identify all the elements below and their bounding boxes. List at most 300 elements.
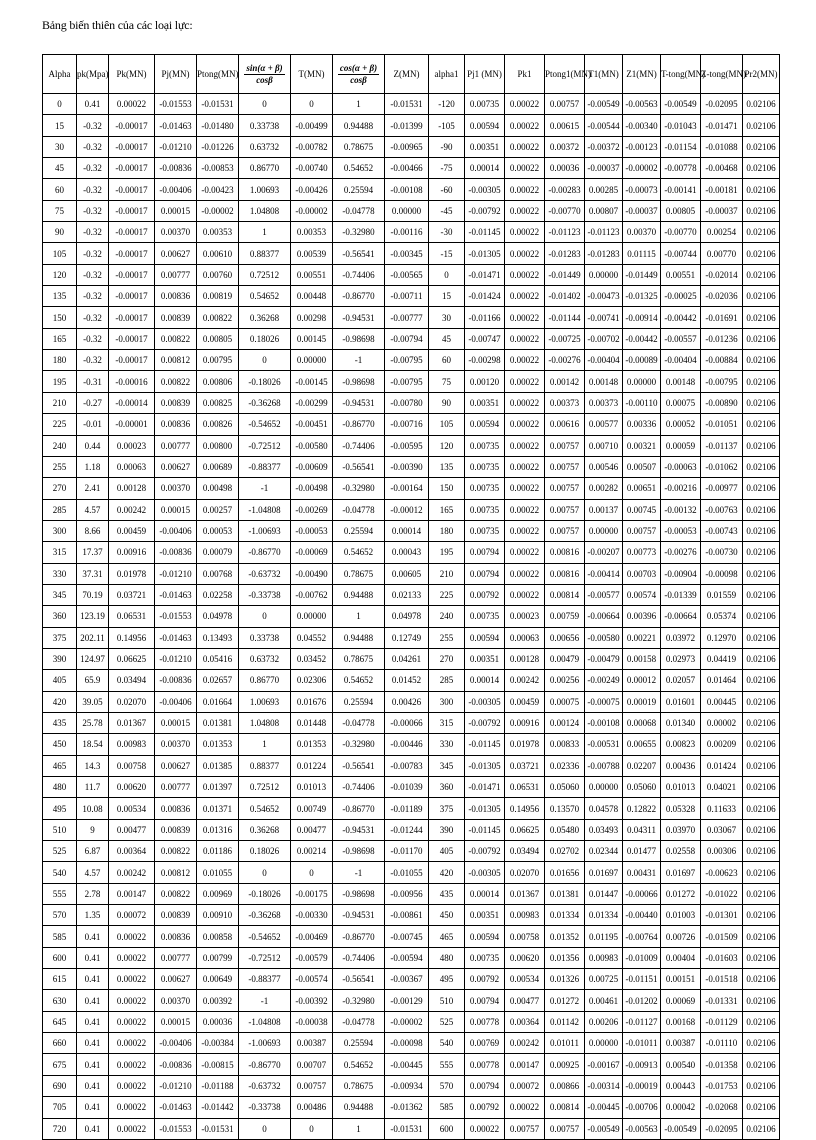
table-cell: 150	[43, 307, 77, 328]
table-cell: -0.00116	[385, 222, 429, 243]
table-cell: -0.01471	[701, 115, 743, 136]
table-cell: 0.00627	[155, 243, 197, 264]
table-cell: 0.00145	[291, 328, 333, 349]
table-cell: -0.00744	[661, 243, 701, 264]
table-cell: -0.00330	[291, 905, 333, 926]
table-cell: 0.02106	[743, 1054, 780, 1075]
table-cell: -0.01022	[701, 883, 743, 904]
table-cell: -0.01509	[701, 926, 743, 947]
table-cell: 0.00757	[545, 499, 585, 520]
table-cell: 0.02106	[743, 1097, 780, 1118]
table-cell: 0.00858	[197, 926, 239, 947]
table-cell: 0.00757	[545, 456, 585, 477]
table-cell: 0.00022	[109, 1033, 155, 1054]
table-cell: -0.00473	[585, 286, 623, 307]
table-cell: 0.02106	[743, 222, 780, 243]
table-cell: -0.00108	[585, 712, 623, 733]
table-cell: -0.00934	[385, 1075, 429, 1096]
table-cell: 0.00022	[505, 307, 545, 328]
table-cell: -0.86770	[333, 414, 385, 435]
table-cell: 0.00023	[505, 606, 545, 627]
table-cell: 0.94488	[333, 115, 385, 136]
table-cell: 150	[429, 478, 465, 499]
table-cell: 0.54652	[239, 286, 291, 307]
table-cell: 0.01697	[661, 862, 701, 883]
table-cell: -0.00792	[465, 200, 505, 221]
table-row	[43, 1097, 780, 1118]
table-cell: 0.01559	[701, 584, 743, 605]
table-cell: 570	[43, 905, 77, 926]
table-cell: 285	[429, 670, 465, 691]
table-cell: 555	[43, 883, 77, 904]
table-cell: 0.33738	[239, 115, 291, 136]
table-cell: 0.00209	[701, 734, 743, 755]
table-cell: -0.32980	[333, 990, 385, 1011]
table-cell: 0.00735	[465, 94, 505, 115]
table-cell: 0.00627	[155, 969, 197, 990]
table-cell: -0.01553	[155, 1118, 197, 1139]
table-cell: 0.00019	[623, 691, 661, 712]
table-cell: 0.54652	[333, 158, 385, 179]
table-cell: 0.01013	[291, 777, 333, 798]
table-cell: 0.03721	[505, 755, 545, 776]
table-cell: 180	[429, 520, 465, 541]
table-cell: 0.00015	[155, 200, 197, 221]
table-cell: 0.00983	[585, 947, 623, 968]
table-cell: 0.00836	[155, 414, 197, 435]
table-cell: -0.00836	[155, 542, 197, 563]
table-cell: 11.7	[77, 777, 109, 798]
table-cell: -0.00406	[155, 179, 197, 200]
table-cell: 0.00147	[505, 1054, 545, 1075]
table-cell: -0.54652	[239, 414, 291, 435]
table-row	[43, 371, 780, 392]
table-cell: -0.01283	[545, 243, 585, 264]
table-cell: 0.02106	[743, 499, 780, 520]
table-cell: 0.78675	[333, 1075, 385, 1096]
table-cell: 540	[429, 1033, 465, 1054]
table-cell: -0.00305	[465, 691, 505, 712]
col-alpha1: alpha1	[429, 55, 465, 94]
table-cell: -0.01123	[545, 222, 585, 243]
table-cell: 0.00000	[585, 1033, 623, 1054]
table-cell: 0.00627	[155, 456, 197, 477]
table-cell: -0.01283	[585, 243, 623, 264]
table-cell: 360	[429, 777, 465, 798]
table-cell: -0.00002	[197, 200, 239, 221]
table-cell: -0.00490	[291, 563, 333, 584]
table-cell: 0.01195	[585, 926, 623, 947]
table-cell: 90	[429, 392, 465, 413]
table-cell: 1.35	[77, 905, 109, 926]
table-cell: -0.00108	[385, 179, 429, 200]
table-cell: 45	[43, 158, 77, 179]
table-cell: -0.01463	[155, 1097, 197, 1118]
col-pk1: Pk1	[505, 55, 545, 94]
table-cell: -0.00706	[623, 1097, 661, 1118]
table-cell: -105	[429, 115, 465, 136]
table-cell: 0.00794	[465, 1075, 505, 1096]
table-cell: -0.01325	[623, 286, 661, 307]
table-row	[43, 969, 780, 990]
table-cell: -0.01402	[545, 286, 585, 307]
table-cell: 0.00022	[505, 136, 545, 157]
table-cell: -0.00794	[385, 328, 429, 349]
table-cell: 0.00075	[545, 691, 585, 712]
table-cell: -0.74406	[333, 947, 385, 968]
table-cell: 0.00735	[465, 435, 505, 456]
table-cell: -0.00479	[585, 648, 623, 669]
table-cell: 0.01447	[585, 883, 623, 904]
table-cell: 0.00799	[197, 947, 239, 968]
table-cell: 0.04578	[585, 798, 623, 819]
table-cell: -0.01531	[197, 94, 239, 115]
table-cell: -0.00002	[385, 1011, 429, 1032]
table-cell: 0.00620	[505, 947, 545, 968]
table-cell: 0.00022	[109, 947, 155, 968]
table-row	[43, 926, 780, 947]
table-cell: 0.02106	[743, 414, 780, 435]
table-cell: -0.00017	[109, 115, 155, 136]
table-cell: -0.00305	[465, 179, 505, 200]
table-cell: 0.02106	[743, 947, 780, 968]
table-cell: -0.00406	[155, 520, 197, 541]
table-cell: 0.25594	[333, 179, 385, 200]
table-cell: 0.05060	[623, 777, 661, 798]
table-row	[43, 200, 780, 221]
table-cell: 0.02133	[385, 584, 429, 605]
table-cell: 0.00443	[661, 1075, 701, 1096]
table-cell: 0.78675	[333, 648, 385, 669]
table-cell: -0.32980	[333, 222, 385, 243]
table-cell: 0.00749	[291, 798, 333, 819]
table-cell: 0.02973	[661, 648, 701, 669]
table-cell: 0.00404	[661, 947, 701, 968]
table-cell: -0.86770	[333, 926, 385, 947]
table-cell: -0.00298	[465, 350, 505, 371]
table-cell: -0.01151	[623, 969, 661, 990]
table-cell: 180	[43, 350, 77, 371]
table-cell: -0.00098	[385, 1033, 429, 1054]
table-cell: 420	[429, 862, 465, 883]
table-cell: 0.72512	[239, 264, 291, 285]
table-row	[43, 94, 780, 115]
table-cell: -0.01145	[465, 222, 505, 243]
table-cell: 0.00353	[197, 222, 239, 243]
table-cell: 0.00540	[661, 1054, 701, 1075]
table-cell: 0.00822	[155, 371, 197, 392]
table-cell: 0.00022	[505, 94, 545, 115]
table-row	[43, 243, 780, 264]
table-cell: 0.04419	[701, 648, 743, 669]
table-cell: -0.00017	[109, 200, 155, 221]
table-cell: 0.00022	[505, 286, 545, 307]
table-cell: 0.01340	[661, 712, 701, 733]
table-row	[43, 563, 780, 584]
table-cell: -15	[429, 243, 465, 264]
table-cell: 0.02106	[743, 755, 780, 776]
table-cell: 1	[333, 94, 385, 115]
table-cell: 17.37	[77, 542, 109, 563]
table-cell: 0.00807	[585, 200, 623, 221]
table-cell: 315	[43, 542, 77, 563]
table-cell: 70.19	[77, 584, 109, 605]
table-cell: 0.01352	[545, 926, 585, 947]
table-cell: 0.00735	[465, 947, 505, 968]
table-row	[43, 136, 780, 157]
table-cell: 0.00805	[197, 328, 239, 349]
table-cell: 30	[43, 136, 77, 157]
table-cell: 0.02106	[743, 435, 780, 456]
table-cell: 465	[429, 926, 465, 947]
table-cell: -0.98698	[333, 883, 385, 904]
table-cell: -0.00345	[385, 243, 429, 264]
table-cell: -0.04778	[333, 499, 385, 520]
table-cell: 0.00651	[623, 478, 661, 499]
table-cell: 0.00387	[661, 1033, 701, 1054]
table-cell: 0.00282	[585, 478, 623, 499]
table-cell: -0.00017	[109, 243, 155, 264]
table-cell: -0.00466	[385, 158, 429, 179]
table-cell: -0.00340	[623, 115, 661, 136]
table-cell: -0.00053	[661, 520, 701, 541]
table-cell: 0.00794	[465, 990, 505, 1011]
table-cell: -0.01170	[385, 841, 429, 862]
table-cell: 0.00120	[465, 371, 505, 392]
table-cell: 525	[429, 1011, 465, 1032]
table-cell: -0.00977	[701, 478, 743, 499]
table-cell: 0.54652	[333, 670, 385, 691]
table-cell: 0.02207	[623, 755, 661, 776]
table-cell: 0.00594	[465, 115, 505, 136]
table-cell: 0.01676	[291, 691, 333, 712]
table-cell: -0.00549	[585, 94, 623, 115]
table-cell: 0	[239, 1118, 291, 1139]
table-cell: -0.86770	[239, 1054, 291, 1075]
table-row	[43, 777, 780, 798]
table-cell: -0.01471	[465, 777, 505, 798]
table-cell: -0.01123	[585, 222, 623, 243]
table-cell: -0.01009	[623, 947, 661, 968]
table-cell: 0.02106	[743, 606, 780, 627]
table-cell: -60	[429, 179, 465, 200]
table-cell: 495	[429, 969, 465, 990]
table-cell: 0.00836	[155, 286, 197, 307]
table-cell: -0.01449	[545, 264, 585, 285]
table-row	[43, 1054, 780, 1075]
table-cell: 0.02106	[743, 691, 780, 712]
table-cell: 0.00757	[505, 1118, 545, 1139]
table-cell: 1.00693	[239, 691, 291, 712]
table-cell: 0.00396	[623, 606, 661, 627]
table-cell: 0.01011	[545, 1033, 585, 1054]
col-pj1: Pj1 (MN)	[465, 55, 505, 94]
table-cell: -0.00836	[155, 158, 197, 179]
table-cell: -0.00367	[385, 969, 429, 990]
table-cell: 0.00534	[109, 798, 155, 819]
table-cell: 0.01367	[505, 883, 545, 904]
table-cell: 0.00777	[155, 947, 197, 968]
table-cell: -0.00017	[109, 222, 155, 243]
table-cell: 15	[43, 115, 77, 136]
table-cell: -0.00565	[385, 264, 429, 285]
table-cell: 0.02106	[743, 841, 780, 862]
table-cell: 0.00707	[291, 1054, 333, 1075]
table-cell: -0.00451	[291, 414, 333, 435]
table-cell: 0.03494	[505, 841, 545, 862]
table-cell: -0.00372	[585, 136, 623, 157]
table-cell: -0.00110	[623, 392, 661, 413]
table-cell: 0.00448	[291, 286, 333, 307]
table-cell: -0.00792	[465, 712, 505, 733]
col-t: T(MN)	[291, 55, 333, 94]
table-cell: 0.01381	[197, 712, 239, 733]
table-cell: -0.01210	[155, 1075, 197, 1096]
table-cell: -0.00498	[291, 478, 333, 499]
table-cell: 0.01452	[385, 670, 429, 691]
table-cell: 0.00745	[623, 499, 661, 520]
table-cell: 0.00063	[505, 627, 545, 648]
table-cell: 1.18	[77, 456, 109, 477]
table-cell: 10.08	[77, 798, 109, 819]
table-cell: 0	[291, 862, 333, 883]
table-row	[43, 798, 780, 819]
table-cell: 202.11	[77, 627, 109, 648]
table-cell: -0.01463	[155, 584, 197, 605]
table-cell: -0.01399	[385, 115, 429, 136]
table-cell: 0.02106	[743, 584, 780, 605]
table-cell: 0.00812	[155, 350, 197, 371]
table-cell: 0.14956	[109, 627, 155, 648]
table-cell: 240	[43, 435, 77, 456]
table-cell: 0.02106	[743, 777, 780, 798]
table-cell: -0.00017	[109, 158, 155, 179]
table-cell: 0.54652	[333, 1054, 385, 1075]
table-cell: 120	[43, 264, 77, 285]
table-cell: 165	[429, 499, 465, 520]
table-cell: 405	[429, 841, 465, 862]
table-cell: 120	[429, 435, 465, 456]
table-cell: 0.00769	[465, 1033, 505, 1054]
table-cell: 225	[43, 414, 77, 435]
table-cell: 0.02106	[743, 926, 780, 947]
table-cell: 0.00778	[465, 1011, 505, 1032]
table-cell: 0.00757	[291, 1075, 333, 1096]
table-cell: 0.02106	[743, 563, 780, 584]
table-cell: 0.00916	[505, 712, 545, 733]
table-cell: -0.00445	[385, 1054, 429, 1075]
table-cell: 195	[429, 542, 465, 563]
table-cell: -1.04808	[239, 499, 291, 520]
table-cell: 0.41	[77, 1054, 109, 1075]
table-cell: 315	[429, 712, 465, 733]
table-cell: -0.01244	[385, 819, 429, 840]
cos-numerator: cos(α + β)	[339, 62, 378, 73]
table-cell: 0.14956	[505, 798, 545, 819]
table-cell: -0.00017	[109, 307, 155, 328]
table-cell: 0.00022	[505, 264, 545, 285]
table-cell: 0.00983	[109, 734, 155, 755]
table-cell: -0.00782	[291, 136, 333, 157]
table-cell: -0.32	[77, 307, 109, 328]
table-cell: 0.00823	[661, 734, 701, 755]
table-cell: 0.00792	[465, 584, 505, 605]
table-cell: -0.00745	[385, 926, 429, 947]
table-cell: 0.00969	[197, 883, 239, 904]
table-cell: 0.00022	[505, 563, 545, 584]
table-cell: -0.00788	[585, 755, 623, 776]
table-cell: 0.41	[77, 1033, 109, 1054]
table-cell: -0.56541	[333, 243, 385, 264]
table-cell: -0.00792	[465, 841, 505, 862]
table-row	[43, 627, 780, 648]
table-cell: 135	[429, 456, 465, 477]
table-cell: -0.00012	[385, 499, 429, 520]
table-cell: -0.94531	[333, 819, 385, 840]
table-row	[43, 435, 780, 456]
table-row	[43, 350, 780, 371]
table-cell: 0.00757	[545, 1118, 585, 1139]
table-cell: 255	[43, 456, 77, 477]
table-cell: 0.41	[77, 1011, 109, 1032]
table-cell: 0.00822	[197, 307, 239, 328]
table-cell: -0.01301	[701, 905, 743, 926]
table-cell: 0.00022	[505, 456, 545, 477]
table-cell: 0.00023	[109, 435, 155, 456]
table-cell: 345	[429, 755, 465, 776]
table-cell: -0.00390	[385, 456, 429, 477]
table-cell: 14.3	[77, 755, 109, 776]
table-cell: 0.02657	[197, 670, 239, 691]
table-cell: 0.00546	[585, 456, 623, 477]
table-cell: 0.12749	[385, 627, 429, 648]
table-cell: 0.00022	[109, 969, 155, 990]
table-cell: -0.00711	[385, 286, 429, 307]
table-cell: 720	[43, 1118, 77, 1139]
table-cell: 0.03494	[109, 670, 155, 691]
table-cell: 660	[43, 1033, 77, 1054]
table-cell: 0.00142	[545, 371, 585, 392]
table-cell: -0.00762	[291, 584, 333, 605]
table-cell: 0.01448	[291, 712, 333, 733]
table-cell: 0.41	[77, 1075, 109, 1096]
table-cell: 0.00242	[109, 862, 155, 883]
table-cell: 0.00254	[701, 222, 743, 243]
table-cell: 0.00757	[545, 520, 585, 541]
table-cell: 0.06625	[109, 648, 155, 669]
table-cell: 0.01272	[545, 990, 585, 1011]
table-cell: 0.33738	[239, 627, 291, 648]
table-cell: -0.00129	[385, 990, 429, 1011]
table-cell: 240	[429, 606, 465, 627]
table-cell: -0.00836	[155, 670, 197, 691]
table-cell: 0.00656	[545, 627, 585, 648]
table-cell: 0.02106	[743, 1118, 780, 1139]
table-cell: 0.00206	[585, 1011, 623, 1032]
table-cell: -0.00014	[109, 392, 155, 413]
table-cell: -0.00181	[701, 179, 743, 200]
table-cell: 0.00022	[505, 328, 545, 349]
table-cell: 0.03721	[109, 584, 155, 605]
table-cell: 0.01397	[197, 777, 239, 798]
table-cell: 435	[43, 712, 77, 733]
table-cell: 0.18026	[239, 328, 291, 349]
table-cell: 0.00022	[505, 350, 545, 371]
table-cell: 360	[43, 606, 77, 627]
table-cell: -0.00145	[291, 371, 333, 392]
table-cell: 0.02106	[743, 1075, 780, 1096]
table-cell: 2.78	[77, 883, 109, 904]
